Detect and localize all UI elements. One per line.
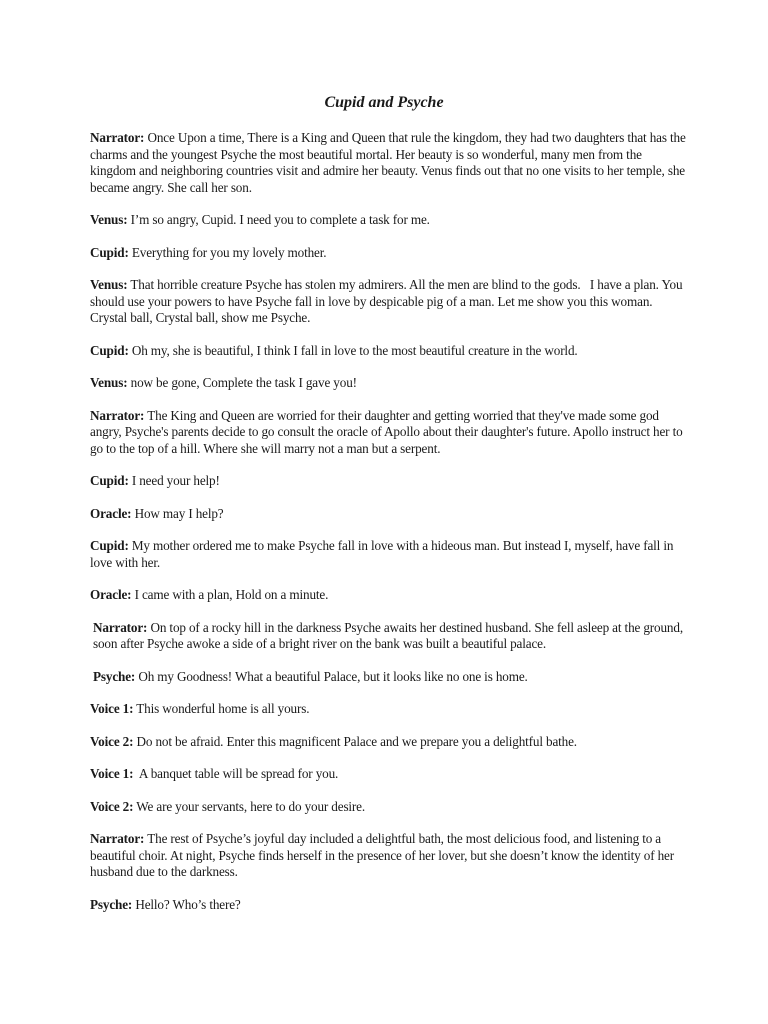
speaker-name: Narrator: [93, 619, 148, 635]
dialogue-text: I came with a plan, Hold on a minute. [134, 587, 329, 602]
dialogue-text: Once Upon a time, There is a King and Queen that rule the kingdom, they had two daughters that has the charms and the youngest Psyche the most beautiful mortal. Her beauty is so wonderful, many men from the kingdom and neighboring countries visit and admire her beauty. Venus finds out that no one visits to her temple, she became angry. She call her son. [90, 130, 686, 195]
speaker-name: Narrator: [90, 407, 145, 423]
dialogue-line [90, 766, 690, 783]
speaker-name: Voice 2: [90, 798, 134, 814]
dialogue-line [90, 408, 690, 458]
speaker-name: Psyche: [93, 668, 136, 684]
dialogue-line [90, 506, 690, 523]
script-body [90, 130, 690, 929]
dialogue-text: I’m so angry, Cupid. I need you to complete a task for me. [130, 212, 430, 227]
speaker-name: Oracle: [90, 587, 132, 602]
speaker-name: Venus: [90, 277, 128, 292]
dialogue-line [90, 701, 690, 718]
dialogue-line [90, 245, 690, 262]
dialogue-line [90, 277, 690, 327]
dialogue-text: Hello? Who’s there? [135, 896, 241, 912]
dialogue-text: Everything for you my lovely mother. [131, 244, 327, 260]
dialogue-line [90, 130, 690, 196]
dialogue-line [90, 473, 690, 490]
dialogue-text: The King and Queen are worried for their daughter and getting worried that they've made some god angry, Psyche's parents decide to go consult the oracle of Apollo about their daughter's future. Apollo instruct her to go to the top of a hill. Where she will marry not a man but a serpent. [90, 407, 683, 456]
dialogue-text: On top of a rocky hill in the darkness Psyche awaits her destined husband. She fell asleep at the ground, soon after Psyche awoke a side of a bright river on the bank was built a beautiful palace. [93, 619, 683, 651]
dialogue-line [90, 620, 690, 653]
dialogue-text: Oh my Goodness! What a beautiful Palace, but it looks like no one is home. [138, 668, 528, 684]
speaker-name: Voice 2: [90, 733, 134, 749]
speaker-name: Narrator: [90, 130, 145, 145]
dialogue-text: Oh my, she is beautiful, I think I fall in love to the most beautiful creature in the world. [131, 342, 578, 358]
dialogue-line [90, 212, 690, 229]
dialogue-line [90, 343, 690, 360]
speaker-name: Narrator: [90, 831, 145, 846]
dialogue-text: This wonderful home is all yours. [136, 701, 310, 716]
speaker-name: Venus: [90, 212, 128, 227]
speaker-name: Cupid: [90, 538, 129, 553]
dialogue-text: The rest of Psyche’s joyful day included a delightful bath, the most delicious food, and listening to a beautiful choir. At night, Psyche finds herself in the presence of her lover, but she doesn’t know the identity of her husband due to the darkness. [90, 831, 674, 879]
dialogue-line [90, 375, 690, 392]
speaker-name: Oracle: [90, 505, 132, 521]
dialogue-text: My mother ordered me to make Psyche fall in love with a hideous man. But instead I, myself, have fall in love with her. [90, 538, 674, 570]
dialogue-text: We are your servants, here to do your desire. [136, 798, 366, 814]
dialogue-text: now be gone, Complete the task I gave you! [130, 375, 357, 390]
speaker-name: Cupid: [90, 244, 129, 260]
speaker-name: Venus: [90, 375, 128, 390]
dialogue-line [90, 587, 690, 604]
dialogue-line [90, 897, 690, 914]
dialogue-text: A banquet table will be spread for you. [136, 766, 339, 781]
speaker-name: Cupid: [90, 342, 129, 358]
speaker-name: Psyche: [90, 896, 133, 912]
dialogue-line [90, 831, 690, 881]
dialogue-line [90, 669, 690, 686]
dialogue-line [90, 734, 690, 751]
dialogue-text: That horrible creature Psyche has stolen my admirers. All the men are blind to the gods. I have a plan. You should use your powers to have Psyche fall in love by despicable pig of a man. Let me show you this woman. Crystal ball, Crystal ball, show me Psyche. [90, 277, 686, 325]
page-title: Cupid and Psyche [324, 94, 444, 111]
speaker-name: Voice 1: [90, 766, 134, 781]
dialogue-text: How may I help? [134, 505, 224, 521]
dialogue-text: I need your help! [131, 473, 220, 488]
dialogue-line [90, 799, 690, 816]
dialogue-line [90, 538, 690, 571]
dialogue-text: Do not be afraid. Enter this magnificent Palace and we prepare you a delightful bathe. [136, 733, 577, 749]
speaker-name: Voice 1: [90, 701, 134, 716]
speaker-name: Cupid: [90, 473, 129, 488]
